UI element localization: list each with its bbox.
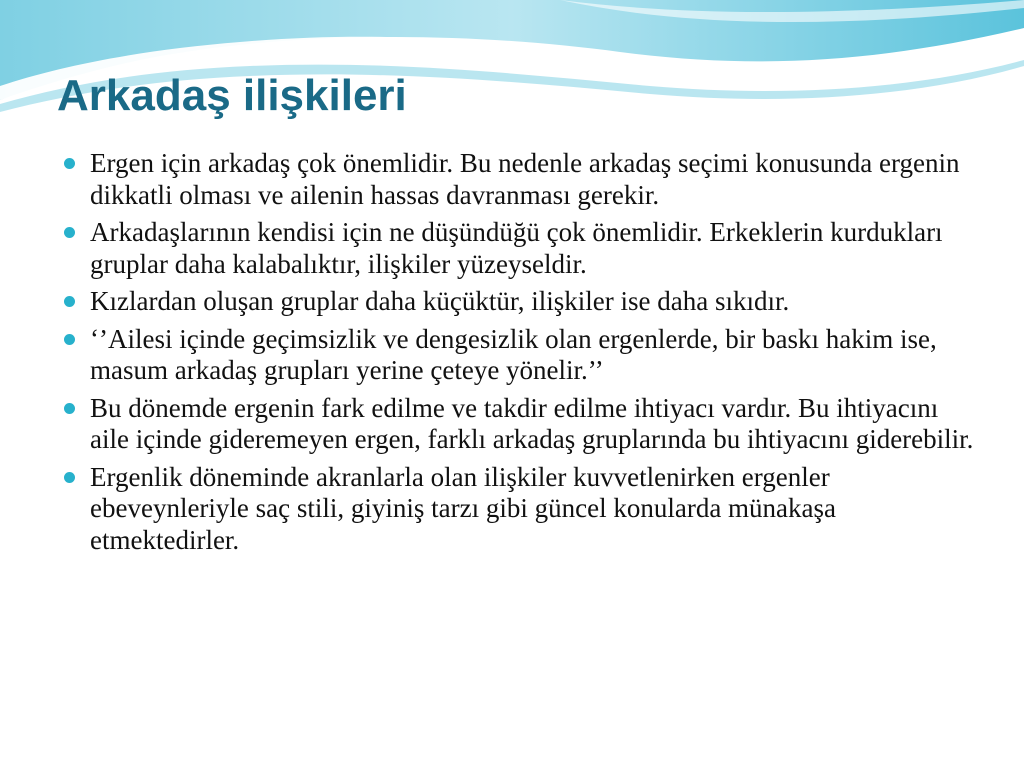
bullet-item [62, 217, 982, 280]
bullet-item [62, 148, 982, 211]
bullet-text: Arkadaşlarının kendisi için ne düşündüğü çok önemlidir. Erkeklerin kurdukları gruplar daha kalabalıktır, ilişkiler yüzeyseldir. [90, 217, 943, 279]
slide-title: Arkadaş ilişkileri [57, 71, 407, 120]
bullet-item [62, 393, 982, 456]
bullet-text: Ergen için arkadaş çok önemlidir. Bu nedenle arkadaş seçimi konusunda ergenin dikkatli olması ve ailenin hassas davranması gerekir. [90, 148, 960, 210]
bullet-text: ‘’Ailesi içinde geçimsizlik ve dengesizlik olan ergenlerde, bir baskı hakim ise, masum arkadaş grupları yerine çeteye yönelir.’’ [90, 323, 937, 385]
bullet-dot-icon [64, 472, 75, 483]
bullet-item [62, 462, 982, 557]
bullet-item [62, 286, 982, 318]
bullet-text: Kızlardan oluşan gruplar daha küçüktür, ilişkiler ise daha sıkıdır. [90, 286, 790, 316]
bullet-text: Bu dönemde ergenin fark edilme ve takdir edilme ihtiyacı vardır. Bu ihtiyacını aile içinde gideremeyen ergen, farklı arkadaş gruplarında bu ihtiyacını giderebilir. [90, 392, 974, 454]
bullet-dot-icon [64, 296, 75, 307]
bullet-item [62, 324, 982, 387]
bullet-dot-icon [64, 403, 75, 414]
bullet-list [62, 148, 982, 562]
bullet-dot-icon [64, 334, 75, 345]
bullet-dot-icon [64, 227, 75, 238]
bullet-text: Ergenlik döneminde akranlarla olan ilişkiler kuvvetlenirken ergenler ebeveynleriyle saç stili, giyiniş tarzı gibi güncel konularda münakaşa etmektedirler. [90, 461, 837, 555]
bullet-dot-icon [64, 158, 75, 169]
